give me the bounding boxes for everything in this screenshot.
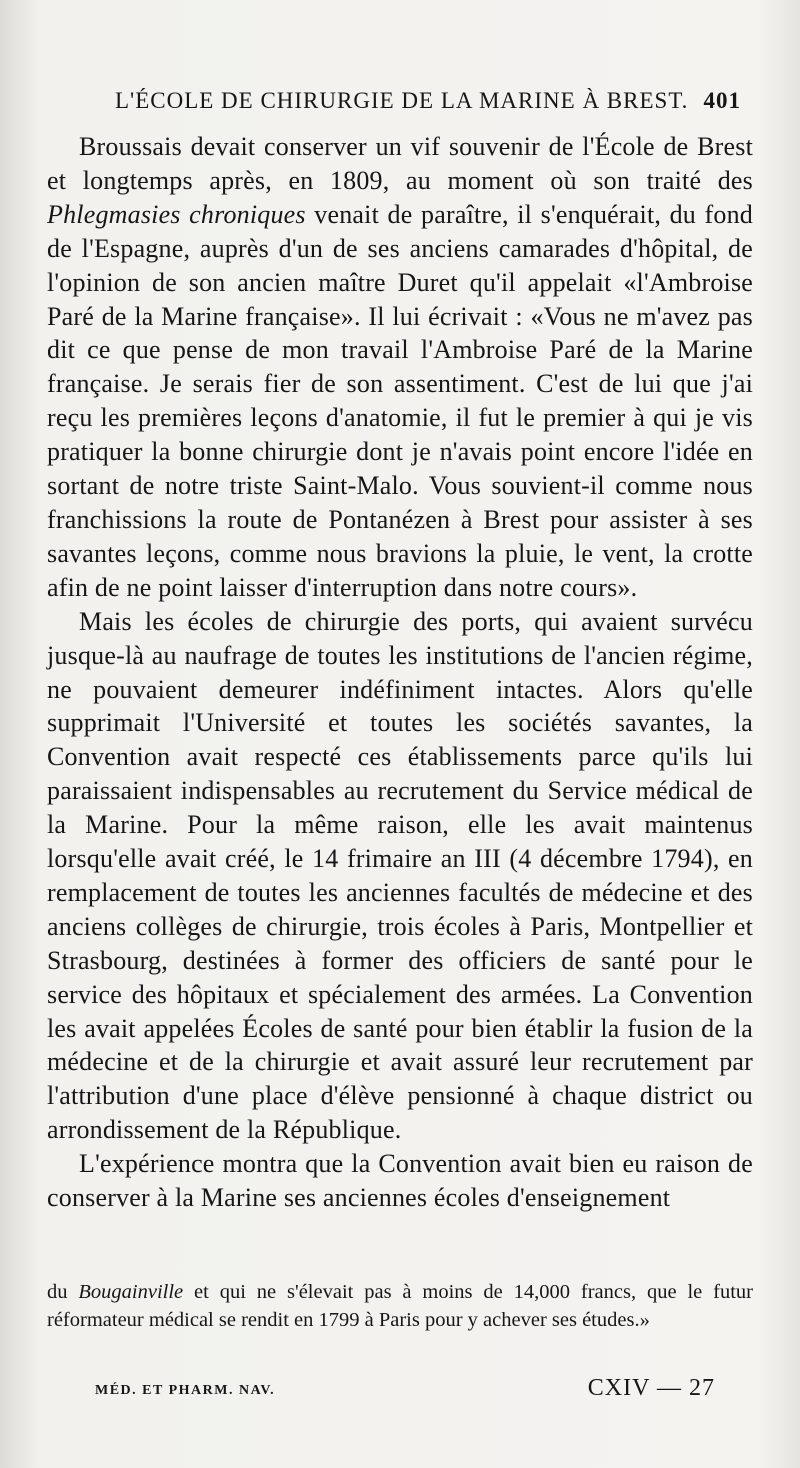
footnote-text xyxy=(47,1278,753,1334)
footnote xyxy=(47,1278,753,1334)
paragraph-1-italic-title: Phlegmasies chroniques xyxy=(47,199,306,229)
sheet-number: CXIV — 27 xyxy=(587,1375,715,1401)
page-footer xyxy=(95,1375,715,1409)
main-text xyxy=(47,130,753,1215)
running-head xyxy=(105,86,755,120)
page-number: 401 xyxy=(703,88,741,113)
paragraph-1 xyxy=(47,130,753,605)
footnote-italic-ship: Bougainville xyxy=(78,1281,184,1303)
footnote-text-b: et qui ne s'élevait pas à moins de 14,000 francs, que le futur réformateur médical se rendit en 1799 à Paris pour y achever ses études.» xyxy=(47,1281,754,1331)
footnote-text-a: du xyxy=(47,1281,79,1303)
running-title: L'ÉCOLE DE CHIRURGIE DE LA MARINE À BREST. xyxy=(115,88,689,113)
paragraph-1-text-b: venait de paraître, il s'enquérait, du fond de l'Espagne, auprès d'un de ses anciens camarades d'hôpital, de l'opinion de son ancien maître Duret qu'il appelait «l'Ambroise Paré de la Marine française». Il lui écrivait : «Vous ne m'avez pas dit ce que pense de mon travail l'Ambroise Paré de la Marine française. Je serais fier de son assentiment. C'est de lui que j'ai reçu les premières leçons d'anatomie, il fut le premier à qui je vis pratiquer la bonne chirurgie dont je n'avais point encore l'idée en sortant de notre triste Saint-Malo. Vous souvient-il comme nous franchissions la route de Pontanézen à Brest pour assister à ses savantes leçons, comme nous bravions la pluie, le vent, la crotte afin de ne point laisser d'interruption dans notre cours». xyxy=(47,199,754,602)
paragraph-3: L'expérience montra que la Convention avait bien eu raison de conserver à la Marine ses anciennes écoles d'enseignement xyxy=(47,1149,753,1213)
paragraph-2: Mais les écoles de chirurgie des ports, qui avaient survécu jusque-là au naufrage de toutes les institutions de l'ancien régime, ne pouvaient demeurer indéfiniment intactes. Alors qu'elle supprimait l'Université et toutes les sociétés savantes, la Convention avait respecté ces établissements parce qu'ils lui paraissaient indispensables au recrutement du Service médical de la Marine. Pour la même raison, elle les avait maintenus lorsqu'elle avait créé, le 14 frimaire an III (4 décembre 1794), en remplacement de toutes les anciennes facultés de médecine et des anciens collèges de chirurgie, trois écoles à Paris, Montpellier et Strasbourg, destinées à former des officiers de santé pour le service des hôpitaux et spécialement des armées. La Convention les avait appelées Écoles de santé pour bien établir la fusion de la médecine et de la chirurgie et avait assuré leur recrutement par l'attribution d'une place d'élève pensionné à chaque district ou arrondissement de la République. xyxy=(47,606,753,1145)
paragraph-1-text-a: Broussais devait conserver un vif souvenir de l'École de Brest et longtemps après, en 1809, au moment où son traité des xyxy=(47,132,753,195)
printer-signature: MÉD. ET PHARM. NAV. xyxy=(95,1383,276,1398)
